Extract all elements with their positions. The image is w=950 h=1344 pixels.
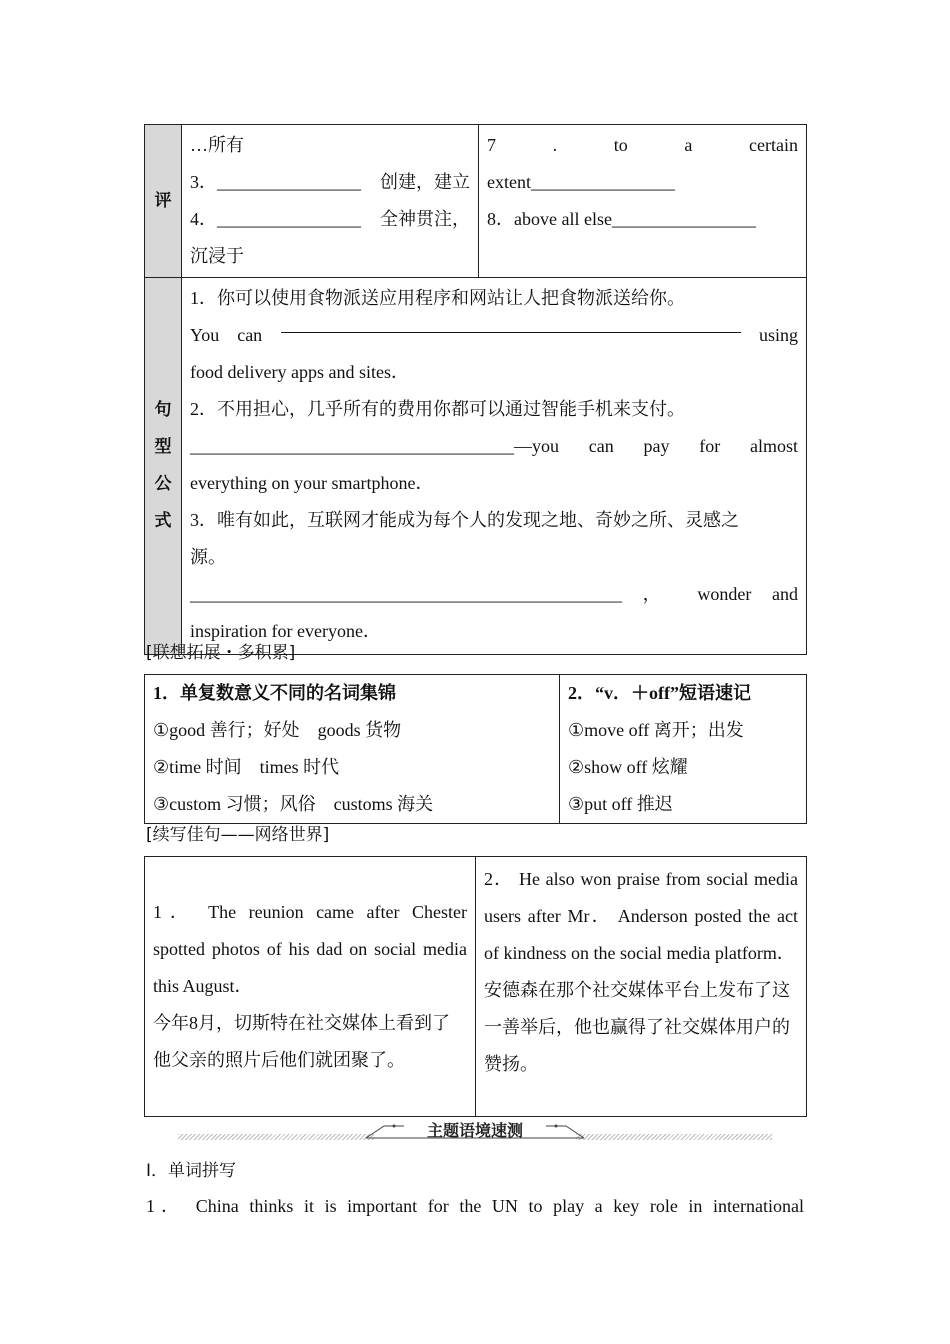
item3: 3．________________ 创建，建立 — [190, 172, 470, 192]
writing-table — [144, 856, 807, 1117]
phrase-title: 2．“v．＋off”短语速记 — [568, 683, 751, 703]
item7: 7 . to a certain — [487, 135, 798, 155]
left-cn: 今年8月，切斯特在社交媒体上看到了他父亲的照片后他们就团聚了。 — [153, 1013, 450, 1070]
item4: 4．________________ 全神贯注， — [190, 209, 470, 229]
vocab-sentence-table — [144, 124, 807, 655]
noun-cell — [145, 675, 560, 824]
phrase-item: ②show off 炫耀 — [568, 757, 688, 777]
s1-blank — [281, 317, 741, 333]
right-en: 2． He also won praise from social media users after Mr． Anderson posted the act of kindness on the social media platform． — [483, 869, 798, 963]
s2-cn: 2．不用担心，几乎所有的费用你都可以通过智能手机来支付。 — [190, 399, 685, 419]
topic-banner — [178, 1118, 772, 1144]
noun-item: ②time 时间 times 时代 — [153, 757, 340, 777]
s2-en-cont: everything on your smartphone． — [190, 473, 434, 493]
banner-title: 主题语境速测 — [426, 1121, 523, 1140]
s1-en: You can using — [190, 317, 798, 354]
s2-en: ____________________________________—you can pay for almost — [190, 436, 798, 456]
right-cn: 安德森在那个社交媒体平台上发布了这一善举后，他也赢得了社交媒体用户的赞扬。 — [483, 980, 790, 1074]
side-label-sentence: 句 型 公 式 — [145, 278, 182, 655]
vocab-right-cell — [479, 125, 807, 278]
phrase-item: ③put off 推迟 — [568, 794, 673, 814]
item8: 8．above all else________________ — [487, 209, 756, 229]
cell-all: …所有 — [190, 135, 244, 155]
item7-cont: extent________________ — [487, 172, 675, 192]
expand-table — [144, 674, 807, 824]
vocab-left-cell — [182, 125, 479, 278]
s1-cn: 1．你可以使用食物派送应用程序和网站让人把食物派送给你。 — [190, 288, 685, 308]
writing-right-cell — [475, 857, 806, 1117]
s3-en: ________________________________________________ ， wonder and — [190, 584, 798, 604]
noun-item: ①good 善行；好处 goods 货物 — [153, 720, 402, 740]
item4-cont: 沉浸于 — [190, 246, 244, 266]
question-1: 1． China thinks it is important for the UN to play a key role in international — [146, 1196, 804, 1216]
noun-item: ③custom 习惯；风俗 customs 海关 — [153, 794, 434, 814]
section-spelling: Ⅰ．单词拼写 — [146, 1161, 237, 1181]
phrase-cell — [560, 675, 807, 824]
s3-cn-cont: 源。 — [190, 547, 226, 567]
section-writing: [续写佳句——网络世界] — [146, 825, 330, 845]
left-en: 1． The reunion came after Chester spotted photos of his dad on social media this August． — [153, 902, 467, 996]
noun-title: 1．单复数意义不同的名词集锦 — [153, 683, 396, 703]
side-label-ping: 评 — [145, 125, 182, 278]
s1-en-cont: food delivery apps and sites． — [190, 362, 409, 382]
section-expand: [联想拓展・多积累] — [146, 643, 296, 663]
phrase-item: ①move off 离开；出发 — [568, 720, 744, 740]
s3-cn: 3．唯有如此，互联网才能成为每个人的发现之地、奇妙之所、灵感之 — [190, 510, 739, 530]
s3-en-cont: inspiration for everyone． — [190, 621, 381, 641]
writing-left-cell — [145, 857, 476, 1117]
sentence-cell — [182, 278, 807, 655]
